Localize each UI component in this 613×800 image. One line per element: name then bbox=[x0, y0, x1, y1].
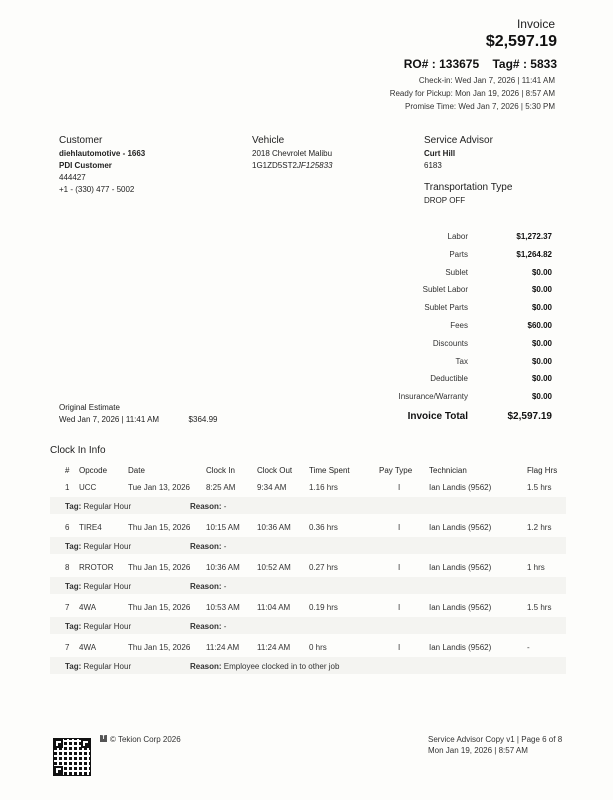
row-date: Thu Jan 15, 2026 bbox=[128, 563, 191, 572]
tag-label: Tag: bbox=[65, 502, 82, 511]
row-pay-type: I bbox=[398, 523, 401, 532]
reason-value: Employee clocked in to other job bbox=[223, 662, 340, 671]
vehicle-section bbox=[252, 135, 333, 172]
col-clock-in: Clock In bbox=[206, 466, 235, 475]
customer-section bbox=[59, 135, 145, 196]
col-date: Date bbox=[128, 466, 145, 475]
summary-value: $0.00 bbox=[531, 338, 552, 348]
row-time-spent: 0.36 hrs bbox=[309, 523, 338, 532]
invoice-total-value: $2,597.19 bbox=[507, 411, 552, 422]
printed-timestamp: Mon Jan 19, 2026 | 8:57 AM bbox=[428, 746, 528, 755]
tag-label: Tag: bbox=[65, 582, 82, 591]
row-flag-hrs: 1.2 hrs bbox=[527, 523, 552, 532]
row-clock-in: 11:24 AM bbox=[206, 643, 240, 652]
row-date: Thu Jan 15, 2026 bbox=[128, 643, 191, 652]
ro-label: RO# bbox=[403, 57, 429, 71]
header-total-amount: $2,597.19 bbox=[485, 33, 557, 50]
row-reason bbox=[190, 502, 226, 511]
vin-suffix: JF125833 bbox=[296, 161, 333, 170]
row-number: 8 bbox=[65, 563, 70, 572]
col-clock-out: Clock Out bbox=[257, 466, 293, 475]
row-tag bbox=[65, 662, 131, 671]
service-advisor-title: Service Advisor bbox=[424, 135, 493, 146]
service-advisor-id: 6183 bbox=[424, 161, 442, 170]
original-estimate-title: Original Estimate bbox=[59, 403, 120, 412]
tag-value: Regular Hour bbox=[83, 622, 132, 631]
row-reason bbox=[190, 542, 226, 551]
row-technician: Ian Landis (9562) bbox=[429, 483, 492, 492]
tag-value: Regular Hour bbox=[83, 582, 132, 591]
row-reason bbox=[190, 582, 226, 591]
row-clock-out: 10:52 AM bbox=[257, 563, 291, 572]
col-time-spent: Time Spent bbox=[309, 466, 350, 475]
original-estimate-date: Wed Jan 7, 2026 | 11:41 AM bbox=[59, 415, 160, 424]
tekion-logo-icon: T bbox=[101, 735, 106, 741]
summary-value: $0.00 bbox=[531, 303, 552, 313]
row-number: 1 bbox=[65, 483, 70, 492]
summary-value: $60.00 bbox=[527, 321, 552, 330]
tag-label: Tag# bbox=[492, 57, 520, 71]
reason-value: - bbox=[223, 622, 227, 631]
summary-label: Sublet Parts bbox=[424, 303, 468, 313]
summary-label: Discounts bbox=[432, 338, 468, 348]
customer-phone: +1 - (330) 477 - 5002 bbox=[59, 185, 135, 194]
row-flag-hrs: - bbox=[527, 643, 530, 652]
summary-value: $1,272.37 bbox=[516, 232, 552, 241]
customer-number: 444427 bbox=[59, 173, 86, 182]
transportation-value: DROP OFF bbox=[424, 196, 466, 205]
reason-value: - bbox=[223, 542, 227, 551]
summary-value: $0.00 bbox=[531, 374, 552, 384]
summary-value: $0.00 bbox=[531, 285, 552, 295]
row-technician: Ian Landis (9562) bbox=[429, 563, 492, 572]
row-tag bbox=[65, 542, 131, 551]
summary-label: Insurance/Warranty bbox=[398, 392, 468, 402]
reason-label: Reason: bbox=[190, 502, 222, 511]
summary-label: Tax bbox=[455, 356, 468, 366]
summary-label: Parts bbox=[449, 249, 468, 259]
tag-value: Regular Hour bbox=[83, 542, 132, 551]
tag-value: Regular Hour bbox=[83, 662, 132, 671]
row-flag-hrs: 1.5 hrs bbox=[527, 603, 552, 612]
row-reason bbox=[190, 662, 339, 671]
tag-number: 5833 bbox=[530, 57, 557, 71]
row-flag-hrs: 1 hrs bbox=[527, 563, 545, 572]
row-time-spent: 0 hrs bbox=[309, 643, 327, 652]
row-clock-in: 8:25 AM bbox=[206, 483, 236, 492]
row-number: 6 bbox=[65, 523, 70, 532]
check-in-time: Check-in: Wed Jan 7, 2026 | 11:41 AM bbox=[418, 76, 555, 85]
copy-page-info: Service Advisor Copy v1 | Page 6 of 8 bbox=[428, 735, 563, 744]
original-estimate-section bbox=[59, 402, 217, 426]
row-opcode: UCC bbox=[79, 483, 97, 492]
row-reason bbox=[190, 622, 226, 631]
customer-account: diehlautomotive - 1663 bbox=[59, 149, 146, 158]
row-date: Thu Jan 15, 2026 bbox=[128, 523, 191, 532]
vin-prefix: 1G1ZD5ST2 bbox=[252, 161, 297, 170]
col-technician: Technician bbox=[429, 466, 467, 475]
customer-title: Customer bbox=[59, 135, 103, 146]
row-time-spent: 1.16 hrs bbox=[309, 483, 338, 492]
invoice-total-label: Invoice Total bbox=[407, 411, 468, 422]
reason-label: Reason: bbox=[190, 662, 222, 671]
row-number: 7 bbox=[65, 643, 70, 652]
tag-value: Regular Hour bbox=[83, 502, 132, 511]
row-clock-in: 10:36 AM bbox=[206, 563, 240, 572]
reason-label: Reason: bbox=[190, 622, 222, 631]
ro-tag-line: RO# : 133675 Tag# : 5833 bbox=[403, 57, 557, 71]
row-tag bbox=[65, 622, 131, 631]
summary-label: Labor bbox=[447, 232, 468, 241]
summary-value: $1,264.82 bbox=[516, 249, 552, 259]
row-opcode: 4WA bbox=[79, 643, 97, 652]
row-date: Thu Jan 15, 2026 bbox=[128, 603, 191, 612]
summary-value: $0.00 bbox=[531, 356, 552, 366]
document-type-label: Invoice bbox=[516, 17, 555, 31]
service-advisor-section bbox=[424, 135, 493, 172]
row-pay-type: I bbox=[398, 603, 401, 612]
row-opcode: RROTOR bbox=[79, 563, 114, 572]
row-pay-type: I bbox=[398, 563, 401, 572]
col-opcode: Opcode bbox=[79, 466, 108, 475]
promise-time: Promise Time: Wed Jan 7, 2026 | 5:30 PM bbox=[405, 102, 555, 111]
service-advisor-name: Curt Hill bbox=[424, 149, 456, 158]
row-pay-type: I bbox=[398, 643, 401, 652]
row-tag bbox=[65, 582, 131, 591]
row-clock-out: 11:24 AM bbox=[257, 643, 291, 652]
tag-label: Tag: bbox=[65, 542, 82, 551]
original-estimate-amount: $364.99 bbox=[188, 415, 218, 424]
tag-label: Tag: bbox=[65, 622, 82, 631]
clock-in-info-title: Clock In Info bbox=[50, 445, 106, 456]
col-pay-type: Pay Type bbox=[379, 466, 413, 475]
copyright-text: © Tekion Corp 2026 bbox=[110, 735, 181, 744]
vehicle-vin bbox=[252, 160, 333, 172]
row-flag-hrs: 1.5 hrs bbox=[527, 483, 552, 492]
row-technician: Ian Landis (9562) bbox=[429, 643, 492, 652]
row-time-spent: 0.19 hrs bbox=[309, 603, 338, 612]
row-pay-type: I bbox=[398, 483, 401, 492]
ro-number: 133675 bbox=[439, 57, 480, 71]
row-clock-out: 9:34 AM bbox=[257, 483, 287, 492]
row-opcode: 4WA bbox=[79, 603, 97, 612]
row-time-spent: 0.27 hrs bbox=[309, 563, 338, 572]
row-tag bbox=[65, 502, 131, 511]
summary-value: $0.00 bbox=[531, 267, 552, 277]
reason-value: - bbox=[223, 502, 227, 511]
summary-label: Sublet Labor bbox=[422, 285, 468, 295]
row-date: Tue Jan 13, 2026 bbox=[128, 483, 190, 492]
summary-label: Fees bbox=[450, 321, 468, 330]
original-estimate-line bbox=[59, 414, 217, 426]
tag-label: Tag: bbox=[65, 662, 82, 671]
summary-label: Sublet bbox=[445, 267, 468, 277]
summary-value: $0.00 bbox=[531, 392, 552, 402]
reason-value: - bbox=[223, 582, 227, 591]
customer-type: PDI Customer bbox=[59, 161, 112, 170]
row-opcode: TIRE4 bbox=[79, 523, 102, 532]
row-clock-in: 10:15 AM bbox=[206, 523, 240, 532]
row-technician: Ian Landis (9562) bbox=[429, 523, 492, 532]
row-number: 7 bbox=[65, 603, 70, 612]
transportation-title: Transportation Type bbox=[424, 182, 513, 193]
row-clock-out: 11:04 AM bbox=[257, 603, 291, 612]
reason-label: Reason: bbox=[190, 582, 222, 591]
qr-code-icon bbox=[54, 739, 90, 775]
summary-label: Deductible bbox=[430, 374, 468, 384]
vehicle-model: 2018 Chevrolet Malibu bbox=[252, 149, 333, 158]
row-clock-in: 10:53 AM bbox=[206, 603, 240, 612]
col-number: # bbox=[65, 466, 70, 475]
reason-label: Reason: bbox=[190, 542, 222, 551]
ready-for-pickup-time: Ready for Pickup: Mon Jan 19, 2026 | 8:57 AM bbox=[389, 89, 555, 98]
row-technician: Ian Landis (9562) bbox=[429, 603, 492, 612]
vehicle-title: Vehicle bbox=[252, 135, 285, 146]
row-clock-out: 10:36 AM bbox=[257, 523, 291, 532]
col-flag-hrs: Flag Hrs bbox=[527, 466, 558, 475]
transportation-section bbox=[424, 182, 512, 207]
